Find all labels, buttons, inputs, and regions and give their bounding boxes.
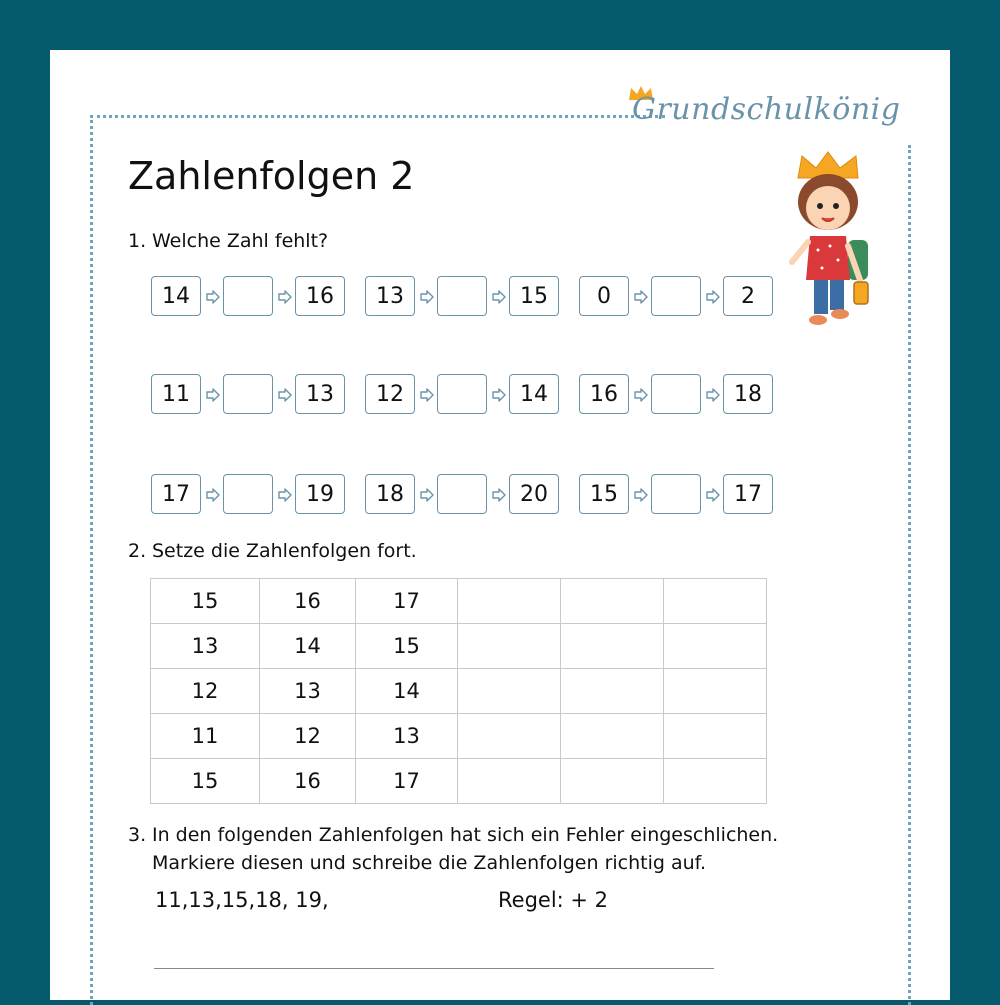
arrow-right-icon bbox=[634, 487, 648, 501]
number-box: 16 bbox=[295, 276, 345, 316]
task2-number: 2. bbox=[128, 540, 147, 562]
task3-rule: Regel: + 2 bbox=[498, 888, 609, 912]
answer-box[interactable] bbox=[437, 374, 487, 414]
task3-line1: In den folgenden Zahlenfolgen hat sich ein Fehler eingeschlichen. bbox=[152, 824, 779, 846]
answer-box[interactable] bbox=[651, 474, 701, 514]
dotted-border-top bbox=[90, 115, 665, 118]
arrow-right-icon bbox=[706, 487, 720, 501]
answer-cell[interactable] bbox=[561, 759, 664, 804]
arrow-right-icon bbox=[706, 289, 720, 303]
arrow-right-icon bbox=[420, 289, 434, 303]
answer-cell[interactable] bbox=[561, 669, 664, 714]
number-box: 19 bbox=[295, 474, 345, 514]
arrow-right-icon bbox=[492, 387, 506, 401]
number-box: 17 bbox=[151, 474, 201, 514]
answer-cell[interactable] bbox=[664, 759, 767, 804]
number-cell: 13 bbox=[260, 669, 356, 714]
answer-cell[interactable] bbox=[561, 579, 664, 624]
worksheet bbox=[50, 50, 950, 1000]
arrow-right-icon bbox=[492, 487, 506, 501]
answer-box[interactable] bbox=[437, 474, 487, 514]
answer-box[interactable] bbox=[437, 276, 487, 316]
number-box: 13 bbox=[295, 374, 345, 414]
number-cell: 14 bbox=[356, 669, 458, 714]
arrow-right-icon bbox=[492, 289, 506, 303]
task3-line2: Markiere diesen und schreibe die Zahlenfolgen richtig auf. bbox=[152, 852, 707, 874]
answer-box[interactable] bbox=[223, 374, 273, 414]
answer-cell[interactable] bbox=[664, 624, 767, 669]
arrow-right-icon bbox=[634, 387, 648, 401]
number-cell: 16 bbox=[260, 759, 356, 804]
page-title: Zahlenfolgen 2 bbox=[128, 154, 415, 198]
number-box: 18 bbox=[723, 374, 773, 414]
answer-cell[interactable] bbox=[458, 624, 561, 669]
number-box: 15 bbox=[509, 276, 559, 316]
arrow-right-icon bbox=[420, 387, 434, 401]
sequence-row bbox=[151, 374, 791, 416]
number-cell: 12 bbox=[260, 714, 356, 759]
dotted-border-right bbox=[908, 145, 911, 1005]
number-box: 12 bbox=[365, 374, 415, 414]
number-cell: 12 bbox=[151, 669, 260, 714]
number-box: 14 bbox=[509, 374, 559, 414]
answer-cell[interactable] bbox=[458, 759, 561, 804]
task2-instruction: Setze die Zahlenfolgen fort. bbox=[152, 540, 417, 562]
task2-heading bbox=[128, 540, 417, 562]
arrow-right-icon bbox=[706, 387, 720, 401]
continuation-table bbox=[150, 578, 767, 804]
answer-box[interactable] bbox=[651, 276, 701, 316]
arrow-right-icon bbox=[420, 487, 434, 501]
number-cell: 14 bbox=[260, 624, 356, 669]
task1-instruction: Welche Zahl fehlt? bbox=[152, 230, 329, 252]
arrow-right-icon bbox=[634, 289, 648, 303]
answer-cell[interactable] bbox=[561, 624, 664, 669]
number-box: 20 bbox=[509, 474, 559, 514]
number-cell: 17 bbox=[356, 579, 458, 624]
number-cell: 15 bbox=[356, 624, 458, 669]
number-box: 16 bbox=[579, 374, 629, 414]
answer-cell[interactable] bbox=[561, 714, 664, 759]
task1-number: 1. bbox=[128, 230, 147, 252]
arrow-right-icon bbox=[278, 487, 292, 501]
arrow-right-icon bbox=[206, 387, 220, 401]
answer-box[interactable] bbox=[223, 474, 273, 514]
number-cell: 15 bbox=[151, 579, 260, 624]
number-cell: 11 bbox=[151, 714, 260, 759]
number-box: 2 bbox=[723, 276, 773, 316]
table-row bbox=[151, 714, 767, 759]
answer-cell[interactable] bbox=[458, 714, 561, 759]
number-cell: 16 bbox=[260, 579, 356, 624]
child-illustration bbox=[778, 150, 878, 335]
sequence-row bbox=[151, 474, 791, 516]
number-box: 0 bbox=[579, 276, 629, 316]
arrow-right-icon bbox=[278, 289, 292, 303]
task3-heading bbox=[128, 824, 778, 846]
answer-cell[interactable] bbox=[664, 579, 767, 624]
answer-line[interactable] bbox=[154, 968, 714, 969]
number-box: 17 bbox=[723, 474, 773, 514]
task1-heading bbox=[128, 230, 328, 252]
number-box: 18 bbox=[365, 474, 415, 514]
number-cell: 15 bbox=[151, 759, 260, 804]
number-box: 11 bbox=[151, 374, 201, 414]
number-cell: 13 bbox=[151, 624, 260, 669]
answer-cell[interactable] bbox=[664, 714, 767, 759]
answer-cell[interactable] bbox=[458, 669, 561, 714]
table-row bbox=[151, 579, 767, 624]
table-row bbox=[151, 624, 767, 669]
arrow-right-icon bbox=[206, 487, 220, 501]
number-cell: 17 bbox=[356, 759, 458, 804]
dotted-border-left bbox=[90, 115, 93, 1005]
table-row bbox=[151, 669, 767, 714]
brand-logo: Grundschulkönig bbox=[632, 92, 901, 127]
number-cell: 13 bbox=[356, 714, 458, 759]
number-box: 14 bbox=[151, 276, 201, 316]
number-box: 13 bbox=[365, 276, 415, 316]
answer-box[interactable] bbox=[223, 276, 273, 316]
arrow-right-icon bbox=[278, 387, 292, 401]
number-box: 15 bbox=[579, 474, 629, 514]
sequence-row bbox=[151, 276, 791, 318]
answer-box[interactable] bbox=[651, 374, 701, 414]
answer-cell[interactable] bbox=[458, 579, 561, 624]
task3-number: 3. bbox=[128, 824, 147, 846]
task3-sequence: 11,13,15,18, 19, bbox=[155, 888, 329, 912]
arrow-right-icon bbox=[206, 289, 220, 303]
answer-cell[interactable] bbox=[664, 669, 767, 714]
table-row bbox=[151, 759, 767, 804]
